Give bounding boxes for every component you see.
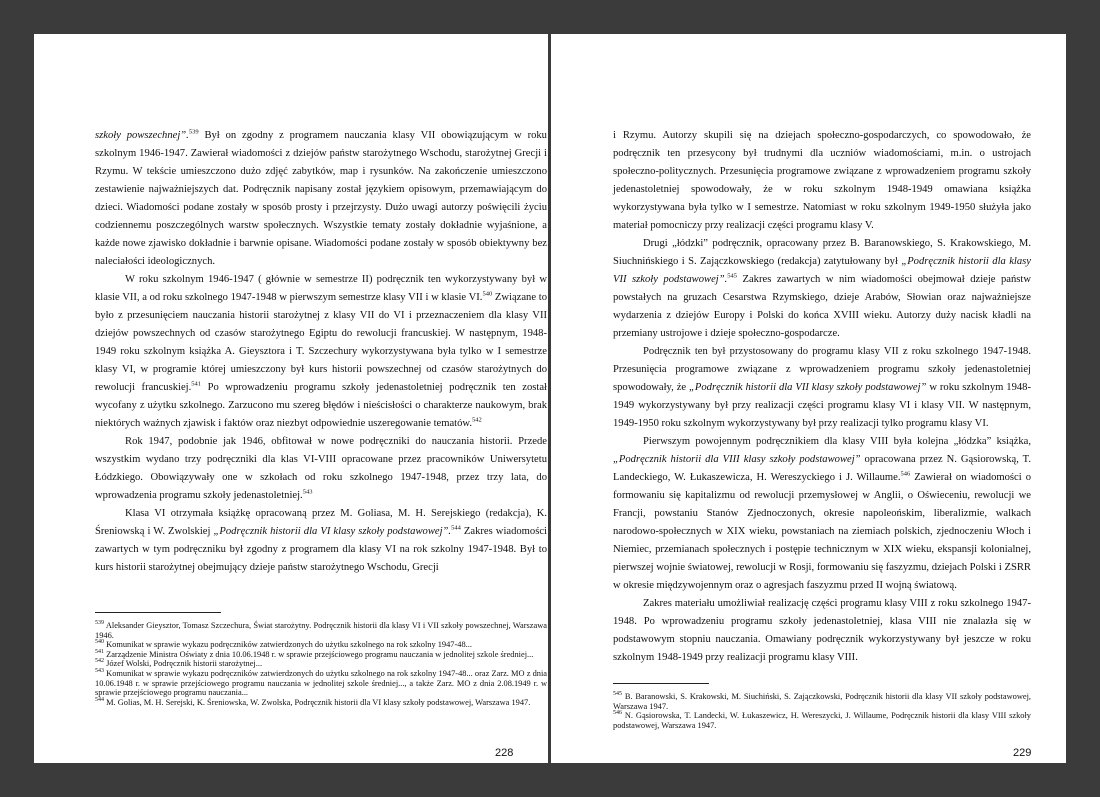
footnote	[95, 650, 547, 660]
footnote-ref: 539	[188, 128, 199, 136]
footnote-ref: 544	[451, 524, 461, 532]
footnote-text: Józef Wolski, Podręcznik historii starożytnej...	[104, 659, 263, 669]
page-number: 228	[495, 747, 514, 759]
footnote-number: 545	[613, 691, 622, 698]
text-run: opracowana przez N. Gąsiorowską, T. Landeckiego, W. Łukaszewicza, H. Wereszyckiego i J. Willaume.	[613, 454, 1031, 483]
footnote-ref: 545	[727, 272, 738, 280]
footnote	[95, 621, 547, 640]
footnotes	[613, 683, 1031, 730]
paragraph	[613, 235, 1031, 343]
footnote-ref: 541	[191, 380, 202, 388]
text-run: w roku szkolnym 1948-1949 wykorzystywany był przy realizacji części programu klasy VI i klasy VII. W następnym, 1949-1950 roku szkolnym wykorzystywany był przy realizacji tylko programu klasy VI.	[613, 382, 1031, 429]
left-page	[34, 34, 548, 763]
text-run: Był on zgodny z programem nauczania klasy VII obowiązującym w roku szkolnym 1946-1947. Zawierał wiadomości z dziejów państw starożytnego Wschodu, starożytnej Grecji i Rzymu. W tekście umieszczono dużo zdjęć zabytków, map i rysunków. Na zakończenie umieszczono zestawienie najważniejszych dat. Podręcznik napisany został językiem opisowym, przemawiającym do dzieci. Wiadomości podane zostały w sposób prosty i przejrzysty. Dużo uwagi autorzy poświęcili życiu codziennemu poszczególnych warstw społecznych. Wszystkie tematy zostały dokładnie wyjaśnione, a każde nowe zjawisko dokładnie i barwnie opisane. Wiadomości podane zostały w sposób obiektywny bez naleciałości ideologicznych.	[95, 130, 547, 267]
paragraph	[613, 433, 1031, 595]
footnote-ref: 542	[472, 416, 482, 424]
footnote	[95, 659, 547, 669]
book-title: „Podręcznik historii dla VII klasy szkoły podstawowej”	[689, 382, 927, 393]
footnote-number: 540	[95, 639, 104, 646]
text-run: Zakres materiału umożliwiał realizację części programu klasy VIII z roku szkolnego 1947-1948. Po wprowadzeniu programu szkoły jedenastoletniej, klasa VIII nie znalazła się w podstawowym stopniu nauczania. Omawiany podręcznik wykorzystywany był jeszcze w roku szkolnym 1948-1949 przy realizacji programu klasy VIII.	[613, 598, 1031, 663]
footnote-separator	[613, 683, 709, 684]
text-run: Rok 1947, podobnie jak 1946, obfitował w nowe podręczniki do nauczania historii. Przede wszystkim wydano trzy podręczniki dla klas VI-VIII opracowane przez pracowników Uniwersytetu Łódzkiego. Obowiązywały one w szkołach od roku szkolnego 1947-1948, przez trzy lata, do wprowadzenia programu szkoły jedenastoletniej.	[95, 436, 547, 501]
footnote-number: 541	[95, 648, 104, 655]
page-number: 229	[1013, 747, 1032, 759]
paragraph	[95, 505, 547, 577]
book-title: „Podręcznik historii dla VIII klasy szkoły podstawowej”	[613, 454, 861, 465]
footnote-number: 539	[95, 620, 104, 627]
footnote	[95, 640, 547, 650]
footnote-number: 546	[613, 710, 622, 717]
paragraph	[613, 343, 1031, 433]
footnote-ref: 546	[900, 470, 911, 478]
text-run: Pierwszym powojennym podręcznikiem dla klasy VIII była kolejna „łódzka” książka,	[643, 436, 1031, 447]
footnotes	[95, 612, 547, 707]
footnote-ref: 540	[482, 290, 493, 298]
paragraph	[95, 127, 547, 271]
book-title: „Podręcznik historii dla VI klasy szkoły podstawowej”.	[213, 526, 452, 537]
footnote-text: B. Baranowski, S. Krakowski, M. Siuchiński, S. Zajączkowski, Podręcznik historii dla klasy VII szkoły podstawowej, Warszawa 1947.	[613, 692, 1031, 711]
text-run: Drugi „łódzki” podręcznik, opracowany przez B. Baranowskiego, S. Krakowskiego, M. Siuchnińskiego i S. Zajączkowskiego (redakcja) zatytułowany był	[613, 238, 1031, 267]
footnote	[95, 698, 547, 708]
text-run: Zakres wiadomości zawartych w tym podręczniku był zgodny z programem dla klasy VI na rok szkolny 1947-1948. Był to kurs historii starożytnej obejmujący dzieje państw starożytnego Wschodu, Grecji	[95, 526, 547, 573]
book-title: szkoły powszechnej”.	[95, 130, 189, 141]
footnote-number: 543	[95, 668, 104, 675]
text-run: Związane to było z przesunięciem nauczania historii starożytnej z klasy VII do VI i przeznaczeniem dla klasy VII dziejów powszechnych od czasów starożytnego Egiptu do rewolucji francuskiej. W następnym, 1948-1949 roku szkolnym książka A. Gieysztora i T. Szczechury wykorzystywana była tylko w I semestrze klasy VI, w programie której umieszczony był kurs historii powszechnej od czasów starożytnych do rewolucji francuskiej.	[95, 292, 547, 393]
text-run: Klasa VI otrzymała książkę opracowaną przez M. Goliasa, M. H. Serejskiego (redakcja), K. Śreniowską i W. Zwolskiej	[95, 508, 547, 537]
paragraph	[613, 595, 1031, 667]
footnote-text: M. Golias, M. H. Serejski, K. Śreniowska, W. Zwolska, Podręcznik historii dla VI klasy szkoły podstawowej, Warszawa 1947.	[104, 697, 531, 707]
footnote-text: Zarządzenie Ministra Oświaty z dnia 10.06.1948 r. w sprawie przejściowego programu nauczania w jednolitej szkole średniej...	[104, 649, 534, 659]
text-run: Podręcznik ten był przystosowany do programu klasy VII z roku szkolnego 1947-1948. Przesunięcia programowe związane z wprowadzeniem programu szkoły jedenastoletniej spowodowały, że	[613, 346, 1031, 393]
footnote-number: 544	[95, 696, 104, 703]
text-run: Po wprowadzeniu programu szkoły jedenastoletniej podręcznik ten został wycofany z użytku szkolnego. Zarzucono mu szereg błędów i nieścisłości o charakterze naukowym, brak niektórych ważnych zjawisk i faktów oraz niezbyt odpowiednie uszeregowanie tematów.	[95, 382, 547, 429]
footnote	[613, 692, 1031, 711]
footnote-text: Komunikat w sprawie wykazu podręczników zatwierdzonych do użytku szkolnego na rok szkolny 1947-48...	[104, 640, 472, 650]
book-title: „Podręcznik historii dla klasy VII szkoły podstawowej”.	[613, 256, 1031, 285]
left-page-text	[95, 127, 547, 577]
footnote-number: 542	[95, 658, 104, 665]
paragraph	[95, 433, 547, 505]
text-run: W roku szkolnym 1946-1947 ( głównie w semestrze II) podręcznik ten wykorzystywany był w klasie VII, a od roku szkolnego 1947-1948 w pierwszym semestrze klasy VII i w klasie VI.	[95, 274, 547, 303]
footnote-text: Komunikat w sprawie wykazu podręczników zatwierdzonych do użytku szkolnego na rok szkolny 1947-48... oraz Zarz. MO z dnia 10.06.1948 r. w sprawie przejściowego programu nauczania w jednolitej szkole średniej..., a także Zarz. MO z dnia 2.08.1949 r. w sprawie przejściowego programu nauczania...	[95, 668, 547, 698]
text-run: i Rzymu. Autorzy skupili się na dziejach społeczno-gospodarczych, co spowodowało, że podręcznik ten przesycony był trudnymi dla uczniów wiadomościami, m.in. o ustrojach społeczno-politycznych. Przesunięcia programowe związane z wprowadzeniem programu szkoły jedenastoletniej spowodowały, że w roku szkolnym 1948-1949 omawiana książka wykorzystywana była tylko w I semestrze. Natomiast w roku szkolnym 1949-1950 służyła jako materiał pomocniczy przy realizacji części programu klasy V.	[613, 130, 1031, 231]
footnote-separator	[95, 612, 221, 613]
text-run: Zakres zawartych w nim wiadomości obejmował dzieje państw powstałych na gruzach Cesarstwa Rzymskiego, dzieje Arabów, Słowian oraz najważniejsze wydarzenia z dziejów Europy i Polski do końca XVIII wieku. Autorzy duży nacisk kładli na przemiany ustrojowe i dzieje społeczno-gospodarcze.	[613, 274, 1031, 339]
footnote-text: N. Gąsiorowska, T. Landecki, W. Łukaszewicz, H. Wereszycki, J. Willaume, Podręcznik historii dla klasy VIII szkoły podstawowej, Warszawa 1947.	[613, 711, 1031, 730]
footnote	[613, 711, 1031, 730]
footnote-ref: 543	[302, 488, 313, 496]
right-page-text	[613, 127, 1031, 667]
right-page	[551, 34, 1066, 763]
text-run: Zawierał on wiadomości o formowaniu się kapitalizmu od rewolucji przemysłowej w Anglii, o Oświeceniu, rewolucji we Francji, powstaniu Stanów Zjednoczonych, okresie napoleońskim, liberalizmie, walkach narodowo-społecznych w XIX wieku, powstaniach na ziemiach polskich, zjednoczeniu Włoch i Niemiec, przemianach społecznych i postępie technicznym w XIX wieku, ekspansji kolonialnej, pierwszej wojnie światowej, rewolucji w Rosji, formowaniu się faszyzmu, dziejach Polski i ZSRR w okresie międzywojennym oraz o agresjach faszyzmu przed II wojną światową.	[613, 472, 1031, 591]
paragraph	[95, 271, 547, 433]
footnote-text: Aleksander Gieysztor, Tomasz Szczechura, Świat starożytny. Podręcznik historii dla klasy VI i VII szkoły powszechnej, Warszawa 1946.	[95, 621, 547, 640]
paragraph	[613, 127, 1031, 235]
footnote	[95, 669, 547, 698]
